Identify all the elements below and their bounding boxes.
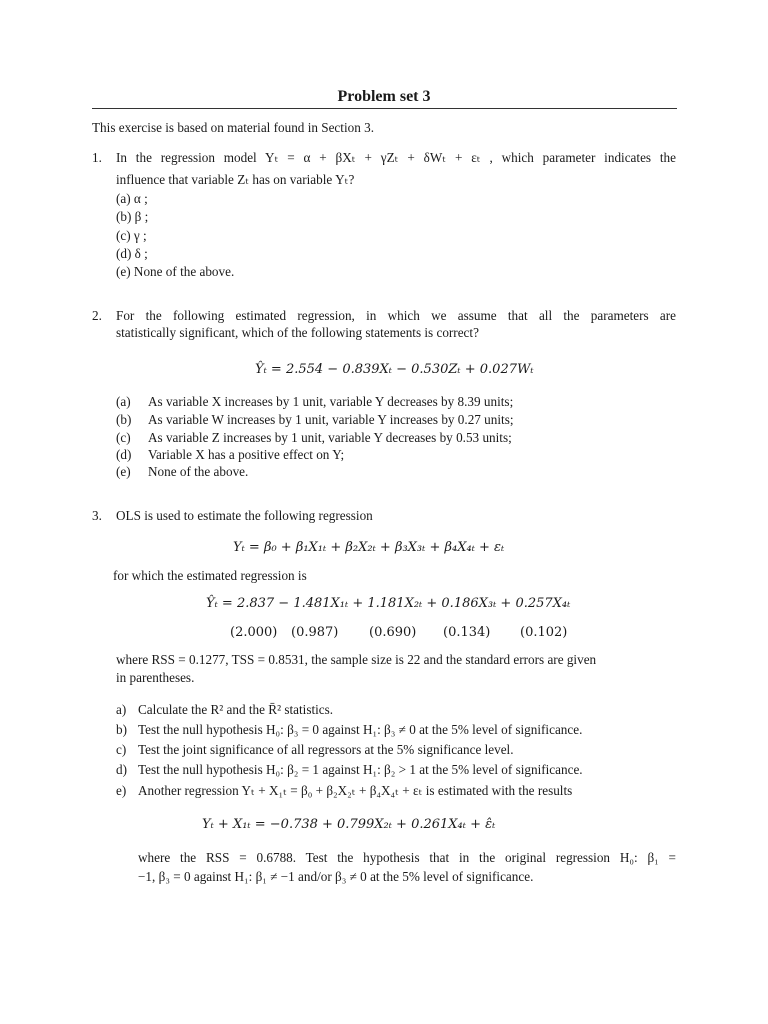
q2-line1: For the following estimated regression, in which we assume that all the parameters are (116, 308, 676, 323)
intro-text: This exercise is based on material found in Section 3. (92, 120, 374, 135)
q2-option-label: (b) (116, 412, 132, 427)
q1-line1: In the regression model Yₜ = α + βXₜ + γZₜ + δWₜ + εₜ , which parameter indicates the (116, 150, 676, 165)
page-title: Problem set 3 (337, 88, 431, 105)
standard-error: (0.134) (443, 625, 491, 640)
q1-option: (c) γ ; (116, 228, 147, 243)
q3-part-label: d) (116, 762, 127, 777)
q3-part-text: Test the joint significance of all regressors at the 5% significance level. (138, 742, 514, 757)
q2-number: 2. (92, 308, 102, 323)
standard-error: (0.987) (291, 625, 339, 640)
q2-line2: statistically significant, which of the following statements is correct? (116, 325, 479, 340)
q3-part-label: e) (116, 783, 127, 798)
q3-part-text: Another regression Yₜ + X₁ₜ = β₀ + β₂X₂ₜ + β₄X₄ₜ + εₜ is estimated with the results (138, 783, 573, 798)
q2-option-text: Variable X has a positive effect on Y; (148, 447, 345, 462)
q2-option-label: (c) (116, 430, 131, 445)
q2-option-text: As variable W increases by 1 unit, variable Y increases by 0.27 units; (148, 412, 514, 427)
q2-option-text: As variable X increases by 1 unit, variable Y decreases by 8.39 units; (148, 394, 514, 409)
q3-part-label: c) (116, 742, 127, 757)
q1-number: 1. (92, 150, 102, 165)
q3-where-line1: where RSS = 0.1277, TSS = 0.8531, the sample size is 22 and the standard errors are given (116, 652, 597, 667)
q3-number: 3. (92, 508, 102, 523)
q2-option-label: (e) (116, 464, 131, 479)
q3-part-text: Test the null hypothesis H₀: β₂ = 1 against H₁: β₂ > 1 at the 5% level of significance. (138, 762, 583, 777)
q3-part-label: a) (116, 702, 127, 717)
q3-estimated-equation: Ŷₜ = 2.837 − 1.481X₁ₜ + 1.181X₂ₜ + 0.186X₃ₜ + 0.257X₄ₜ (206, 596, 571, 611)
q3-line1: OLS is used to estimate the following regression (116, 508, 373, 523)
q2-option-text: None of the above. (148, 464, 249, 479)
standard-error: (2.000) (230, 625, 278, 640)
q2-option-label: (d) (116, 447, 132, 462)
q2-option-label: (a) (116, 394, 131, 409)
q3-model-equation: Yₜ = β₀ + β₁X₁ₜ + β₂X₂ₜ + β₃X₃ₜ + β₄X₄ₜ + εₜ (233, 540, 505, 555)
q3-part-label: b) (116, 722, 127, 737)
q1-option: (b) β ; (116, 209, 149, 224)
q3-line2: for which the estimated regression is (113, 568, 307, 583)
q1-line2: influence that variable Zₜ has on variable Yₜ? (116, 172, 355, 187)
standard-error: (0.690) (369, 625, 417, 640)
q3-where-line2: in parentheses. (116, 670, 195, 685)
q1-option: (e) None of the above. (116, 264, 235, 279)
q1-option: (d) δ ; (116, 246, 148, 261)
q3-part-text: Test the null hypothesis H₀: β₃ = 0 against H₁: β₃ ≠ 0 at the 5% level of significance. (138, 722, 583, 737)
standard-error: (0.102) (520, 625, 568, 640)
q1-option: (a) α ; (116, 191, 148, 206)
q3-final-line2: −1, β₃ = 0 against H₁: β₁ ≠ −1 and/or β₃ ≠ 0 at the 5% level of significance. (138, 869, 534, 884)
title-divider (92, 108, 677, 109)
q3-restricted-equation: Yₜ + X₁ₜ = −0.738 + 0.799X₂ₜ + 0.261X₄ₜ + ε̂ₜ (202, 817, 496, 832)
q3-final-line1: where the RSS = 0.6788. Test the hypothesis that in the original regression H₀: β₁ = (138, 850, 676, 865)
q2-equation: Ŷₜ = 2.554 − 0.839Xₜ − 0.530Zₜ + 0.027Wₜ (255, 362, 534, 377)
q3-part-text: Calculate the R² and the R̄² statistics. (138, 702, 334, 717)
q2-option-text: As variable Z increases by 1 unit, variable Y decreases by 0.53 units; (148, 430, 512, 445)
